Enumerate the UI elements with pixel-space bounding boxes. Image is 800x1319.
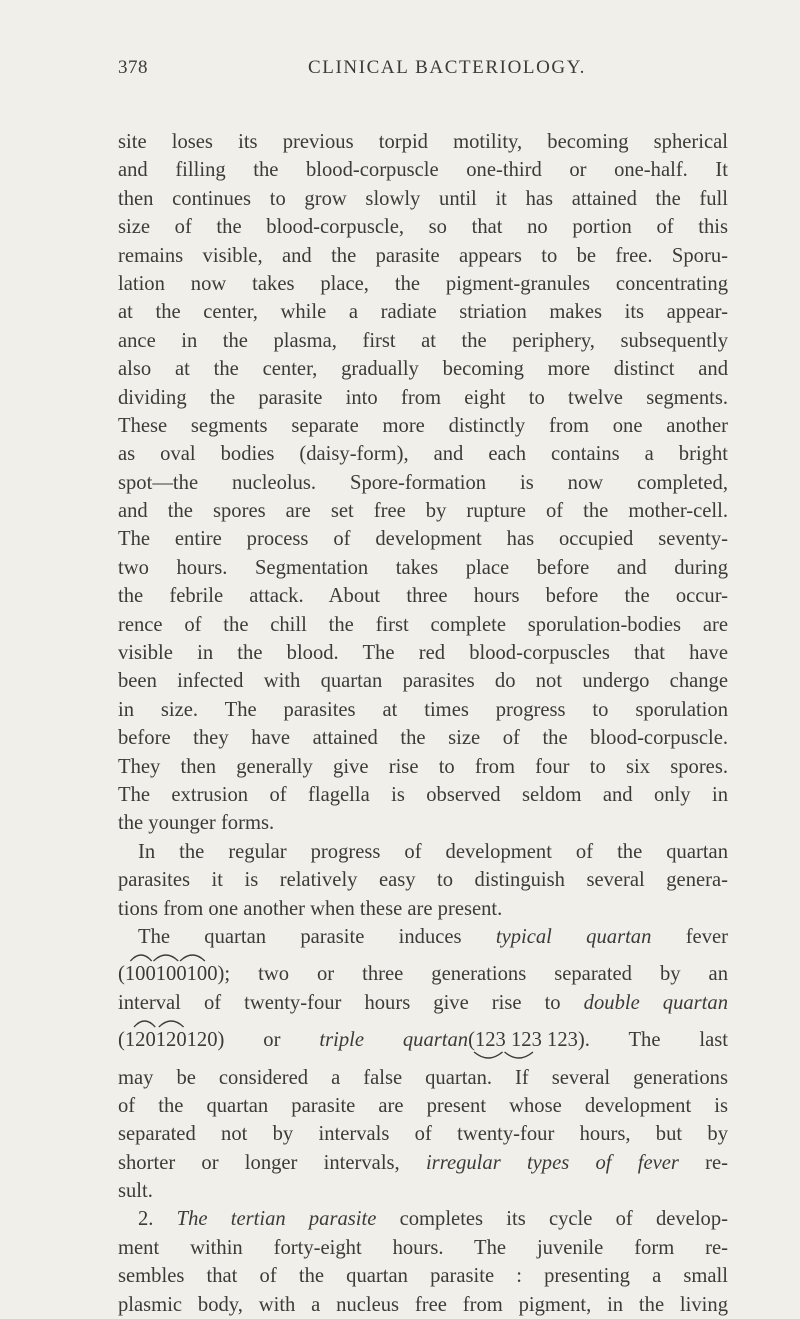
text-line-double <box>118 1026 728 1054</box>
running-head: CLINICAL BACTERIOLOGY. <box>308 57 586 78</box>
text-line: two hours. Segmentation takes place before and during <box>118 556 728 579</box>
text-line: remains visible, and the parasite appears to be free. Sporu- <box>118 244 728 267</box>
text-line: before they have attained the size of the blood-corpuscle. <box>118 727 728 750</box>
page-header <box>118 57 718 87</box>
text-line: size of the blood-corpuscle, so that no portion of this <box>118 216 728 239</box>
text-line: may be considered a false quartan. If several generations <box>118 1066 728 1089</box>
text-line: at the center, while a radiate striation makes its appear- <box>118 301 728 324</box>
text-segment: The last <box>589 1029 728 1052</box>
text-line: These segments separate more distinctly from one another <box>118 414 728 437</box>
notation-code: (123 123 123). <box>468 1029 590 1052</box>
notation-code: (120120120) <box>118 1029 225 1052</box>
italic-term: typical quartan <box>495 925 652 948</box>
bracket-arc-top <box>118 950 224 962</box>
text-line-irregular <box>118 1149 728 1177</box>
text-line: in size. The parasites at times progress to sporulation <box>118 698 728 721</box>
text-line: parasites it is relatively easy to distinguish several genera- <box>118 869 728 892</box>
text-line: They then generally give rise to from four to six spores. <box>118 755 728 778</box>
text-segment: or <box>224 1029 320 1052</box>
notation-group <box>468 1026 590 1054</box>
text-line: site loses its previous torpid motility, becoming spherical <box>118 131 728 153</box>
text-segment: ; two or three generations separated by an <box>224 963 728 986</box>
text-line: In the regular progress of development of the quartan <box>138 840 728 863</box>
text-segment: The quartan parasite induces <box>138 925 496 948</box>
italic-term: irregular types of fever <box>425 1151 679 1174</box>
text-line: sult. <box>118 1180 153 1203</box>
text-line: The extrusion of flagella is observed seldom and only in <box>118 783 728 806</box>
bracket-arc-top <box>118 1016 224 1028</box>
italic-term: The tertian parasite <box>176 1208 377 1231</box>
text-line: and filling the blood-corpuscle one-third or one-half. It <box>118 159 728 182</box>
italic-term: double quartan <box>583 991 729 1014</box>
text-line: plasmic body, with a nucleus free from pigment, in the living <box>118 1293 728 1316</box>
notation-code: (100100100) <box>118 963 225 986</box>
text-line-typical <box>118 923 728 951</box>
page-number: 378 <box>118 57 148 78</box>
text-segment: shorter or longer intervals, <box>118 1151 426 1174</box>
italic-term: triple quartan <box>319 1029 469 1052</box>
text-line: also at the center, gradually becoming more distinct and <box>118 358 728 381</box>
text-line-tertian <box>118 1205 728 1233</box>
text-segment: fever <box>651 925 728 948</box>
text-segment: completes its cycle of develop- <box>376 1208 728 1231</box>
text-line: of the quartan parasite are present whose development is <box>118 1094 728 1117</box>
text-line-interval <box>118 989 728 1017</box>
text-line: as oval bodies (daisy-form), and each contains a bright <box>118 443 728 466</box>
bracket-arc-bottom <box>468 1051 590 1063</box>
text-line: tions from one another when these are present. <box>118 897 503 920</box>
text-line: then continues to grow slowly until it has attained the full <box>118 187 728 210</box>
text-line: sembles that of the quartan parasite : presenting a small <box>118 1265 728 1288</box>
text-segment: re- <box>678 1151 728 1174</box>
section-number: 2. <box>138 1208 177 1231</box>
notation-group <box>118 960 224 988</box>
text-line: rence of the chill the first complete sporulation-bodies are <box>118 613 728 636</box>
text-line-notation <box>118 960 728 988</box>
text-line: the younger forms. <box>118 812 275 835</box>
text-line: the febrile attack. About three hours before the occur- <box>118 585 728 608</box>
text-line: separated not by intervals of twenty-four hours, but by <box>118 1123 728 1146</box>
text-segment: interval of twenty-four hours give rise to <box>118 991 584 1014</box>
text-line: spot—the nucleolus. Spore-formation is now completed, <box>118 471 728 494</box>
text-line: ance in the plasma, first at the periphery, subsequently <box>118 329 728 352</box>
text-line: lation now takes place, the pigment-granules concentrating <box>118 272 728 295</box>
body-text <box>118 128 728 1319</box>
text-line: ment within forty-eight hours. The juvenile form re- <box>118 1236 728 1259</box>
text-line: and the spores are set free by rupture of the mother-cell. <box>118 500 728 523</box>
text-line: The entire process of development has occupied seventy- <box>118 528 728 551</box>
notation-group <box>118 1026 224 1054</box>
text-line: been infected with quartan parasites do not undergo change <box>118 670 728 693</box>
text-line: dividing the parasite into from eight to twelve segments. <box>118 386 728 409</box>
text-line: visible in the blood. The red blood-corpuscles that have <box>118 642 728 665</box>
